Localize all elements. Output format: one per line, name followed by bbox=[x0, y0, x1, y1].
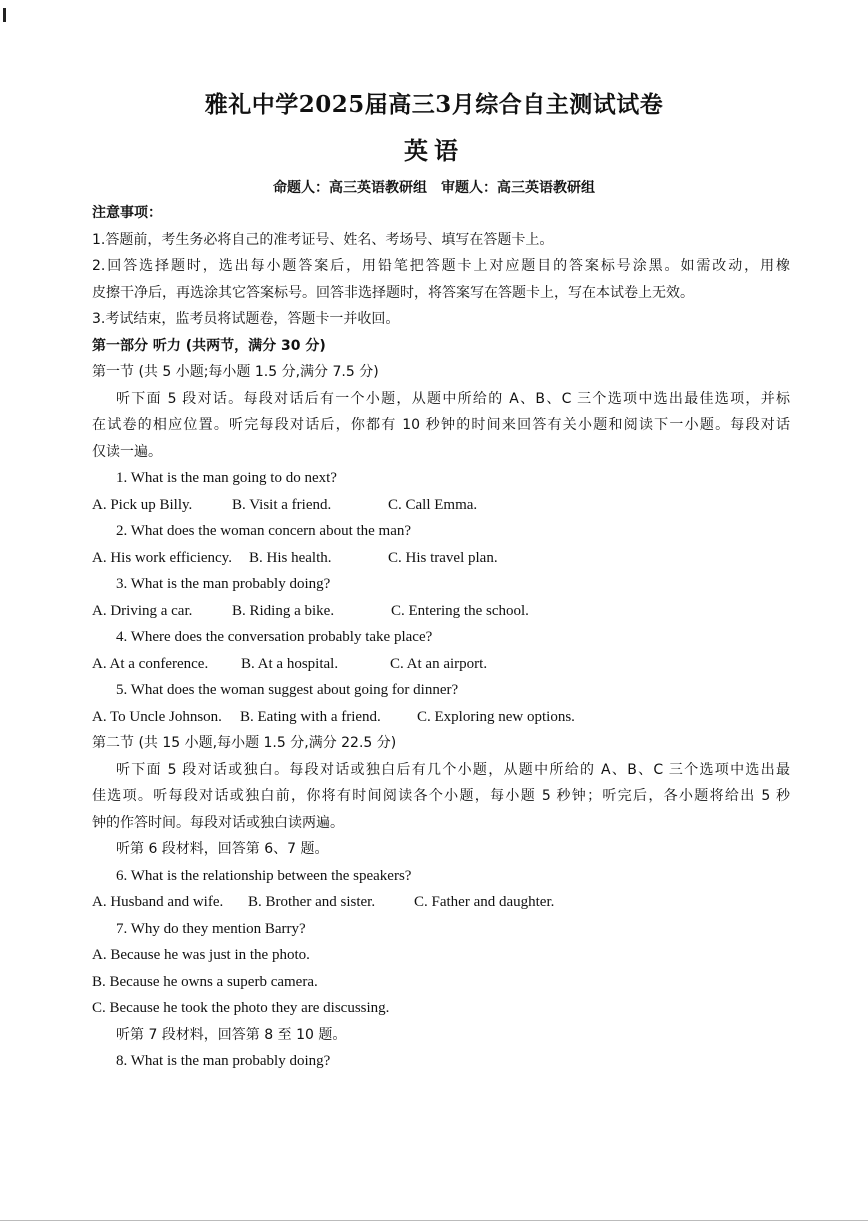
section1-heading: 第一节 (共 5 小题;每小题 1.5 分,满分 7.5 分) bbox=[92, 364, 379, 380]
exam-setters bbox=[0, 177, 868, 197]
option-a[interactable]: A. Because he was just in the photo. bbox=[92, 947, 310, 963]
material-7-heading: 听第 7 段材料，回答第 8 至 10 题。 bbox=[116, 1026, 347, 1043]
question-4: 4. Where does the conversation probably take place? bbox=[116, 629, 433, 645]
option-a[interactable]: A. Driving a car. bbox=[92, 602, 193, 619]
page-bottom-edge bbox=[0, 1220, 868, 1221]
section1-instruction: 仅读一遍。 bbox=[92, 443, 162, 460]
option-a[interactable]: A. His work efficiency. bbox=[92, 549, 232, 566]
reviewer-label: 审题人：高三英语教研组 bbox=[441, 180, 595, 196]
question-1: 1. What is the man going to do next? bbox=[116, 470, 337, 486]
material-6-heading: 听第 6 段材料，回答第 6、7 题。 bbox=[116, 841, 329, 857]
question-8: 8. What is the man probably doing? bbox=[116, 1053, 331, 1069]
exam-subject: 英语 bbox=[404, 136, 464, 165]
option-b[interactable]: B. At a hospital. bbox=[241, 655, 339, 672]
question-6-options bbox=[92, 889, 790, 916]
corner-scan-mark bbox=[3, 8, 6, 22]
option-b[interactable]: B. His health. bbox=[249, 549, 332, 566]
note-item: 1.答题前，考生务必将自己的准考证号、姓名、考场号、填写在答题卡上。 bbox=[92, 231, 554, 248]
option-c[interactable]: C. Call Emma. bbox=[388, 496, 478, 513]
section2-instruction: 佳选项。听每段对话或独白前，你将有时间阅读各个小题，每小题 5 秒钟；听完后，各小题将给出 5 秒 bbox=[92, 788, 790, 804]
option-b[interactable]: B. Riding a bike. bbox=[232, 602, 335, 619]
question-4-options bbox=[92, 651, 790, 678]
section1-instruction: 听下面 5 段对话。每段对话后有一个小题，从题中所给的 A、B、C 三个选项中选出最佳选项，并标 bbox=[116, 390, 790, 407]
question-1-options bbox=[92, 492, 790, 519]
option-a[interactable]: A. At a conference. bbox=[92, 655, 209, 672]
option-c[interactable]: C. Exploring new options. bbox=[417, 708, 575, 725]
question-2: 2. What does the woman concern about the man? bbox=[116, 523, 412, 539]
option-b[interactable]: B. Brother and sister. bbox=[248, 894, 376, 910]
option-a[interactable]: A. To Uncle Johnson. bbox=[92, 708, 222, 725]
note-item: 2.回答选择题时，选出每小题答案后，用铅笔把答题卡上对应题目的答案标号涂黑。如需改动，用橡 bbox=[92, 258, 790, 274]
option-b[interactable]: B. Because he owns a superb camera. bbox=[92, 973, 318, 990]
question-3: 3. What is the man probably doing? bbox=[116, 576, 331, 592]
section2-instruction: 听下面 5 段对话或独白。每段对话或独白后有几个小题，从题中所给的 A、B、C 三个选项中选出最 bbox=[116, 761, 790, 778]
question-3-options bbox=[92, 598, 790, 625]
option-c[interactable]: C. Father and daughter. bbox=[414, 894, 555, 910]
option-c[interactable]: C. His travel plan. bbox=[388, 549, 498, 566]
note-item: 皮擦干净后，再选涂其它答案标号。回答非选择题时，将答案写在答题卡上，写在本试卷上无效。 bbox=[92, 284, 694, 301]
exam-content bbox=[92, 200, 790, 1075]
note-item: 3.考试结束，监考员将试题卷，答题卡一并收回。 bbox=[92, 311, 400, 327]
option-b[interactable]: B. Eating with a friend. bbox=[240, 708, 381, 725]
question-2-options bbox=[92, 545, 790, 572]
option-c[interactable]: C. Because he took the photo they are discussing. bbox=[92, 1000, 390, 1016]
section2-instruction: 钟的作答时间。每段对话或独白读两遍。 bbox=[92, 814, 344, 831]
option-c[interactable]: C. At an airport. bbox=[390, 655, 488, 672]
notes-heading: 注意事项： bbox=[92, 205, 162, 221]
section2-heading: 第二节 (共 15 小题,每小题 1.5 分,满分 22.5 分) bbox=[92, 735, 397, 751]
option-a[interactable]: A. Husband and wife. bbox=[92, 894, 224, 910]
section1-instruction: 在试卷的相应位置。听完每段对话后，你都有 10 秒钟的时间来回答有关小题和阅读下一小题。每段对话 bbox=[92, 417, 790, 433]
question-7: 7. Why do they mention Barry? bbox=[116, 920, 306, 937]
setter-label: 命题人：高三英语教研组 bbox=[273, 180, 427, 196]
question-6: 6. What is the relationship between the speakers? bbox=[116, 867, 412, 884]
option-b[interactable]: B. Visit a friend. bbox=[232, 496, 332, 513]
option-c[interactable]: C. Entering the school. bbox=[391, 602, 529, 619]
part1-heading: 第一部分 听力 (共两节，满分 30 分) bbox=[92, 337, 326, 354]
question-5: 5. What does the woman suggest about going for dinner? bbox=[116, 682, 459, 698]
option-a[interactable]: A. Pick up Billy. bbox=[92, 496, 193, 513]
question-5-options bbox=[92, 704, 790, 731]
exam-title: 雅礼中学2025届高三3月综合自主测试试卷 bbox=[204, 91, 664, 118]
